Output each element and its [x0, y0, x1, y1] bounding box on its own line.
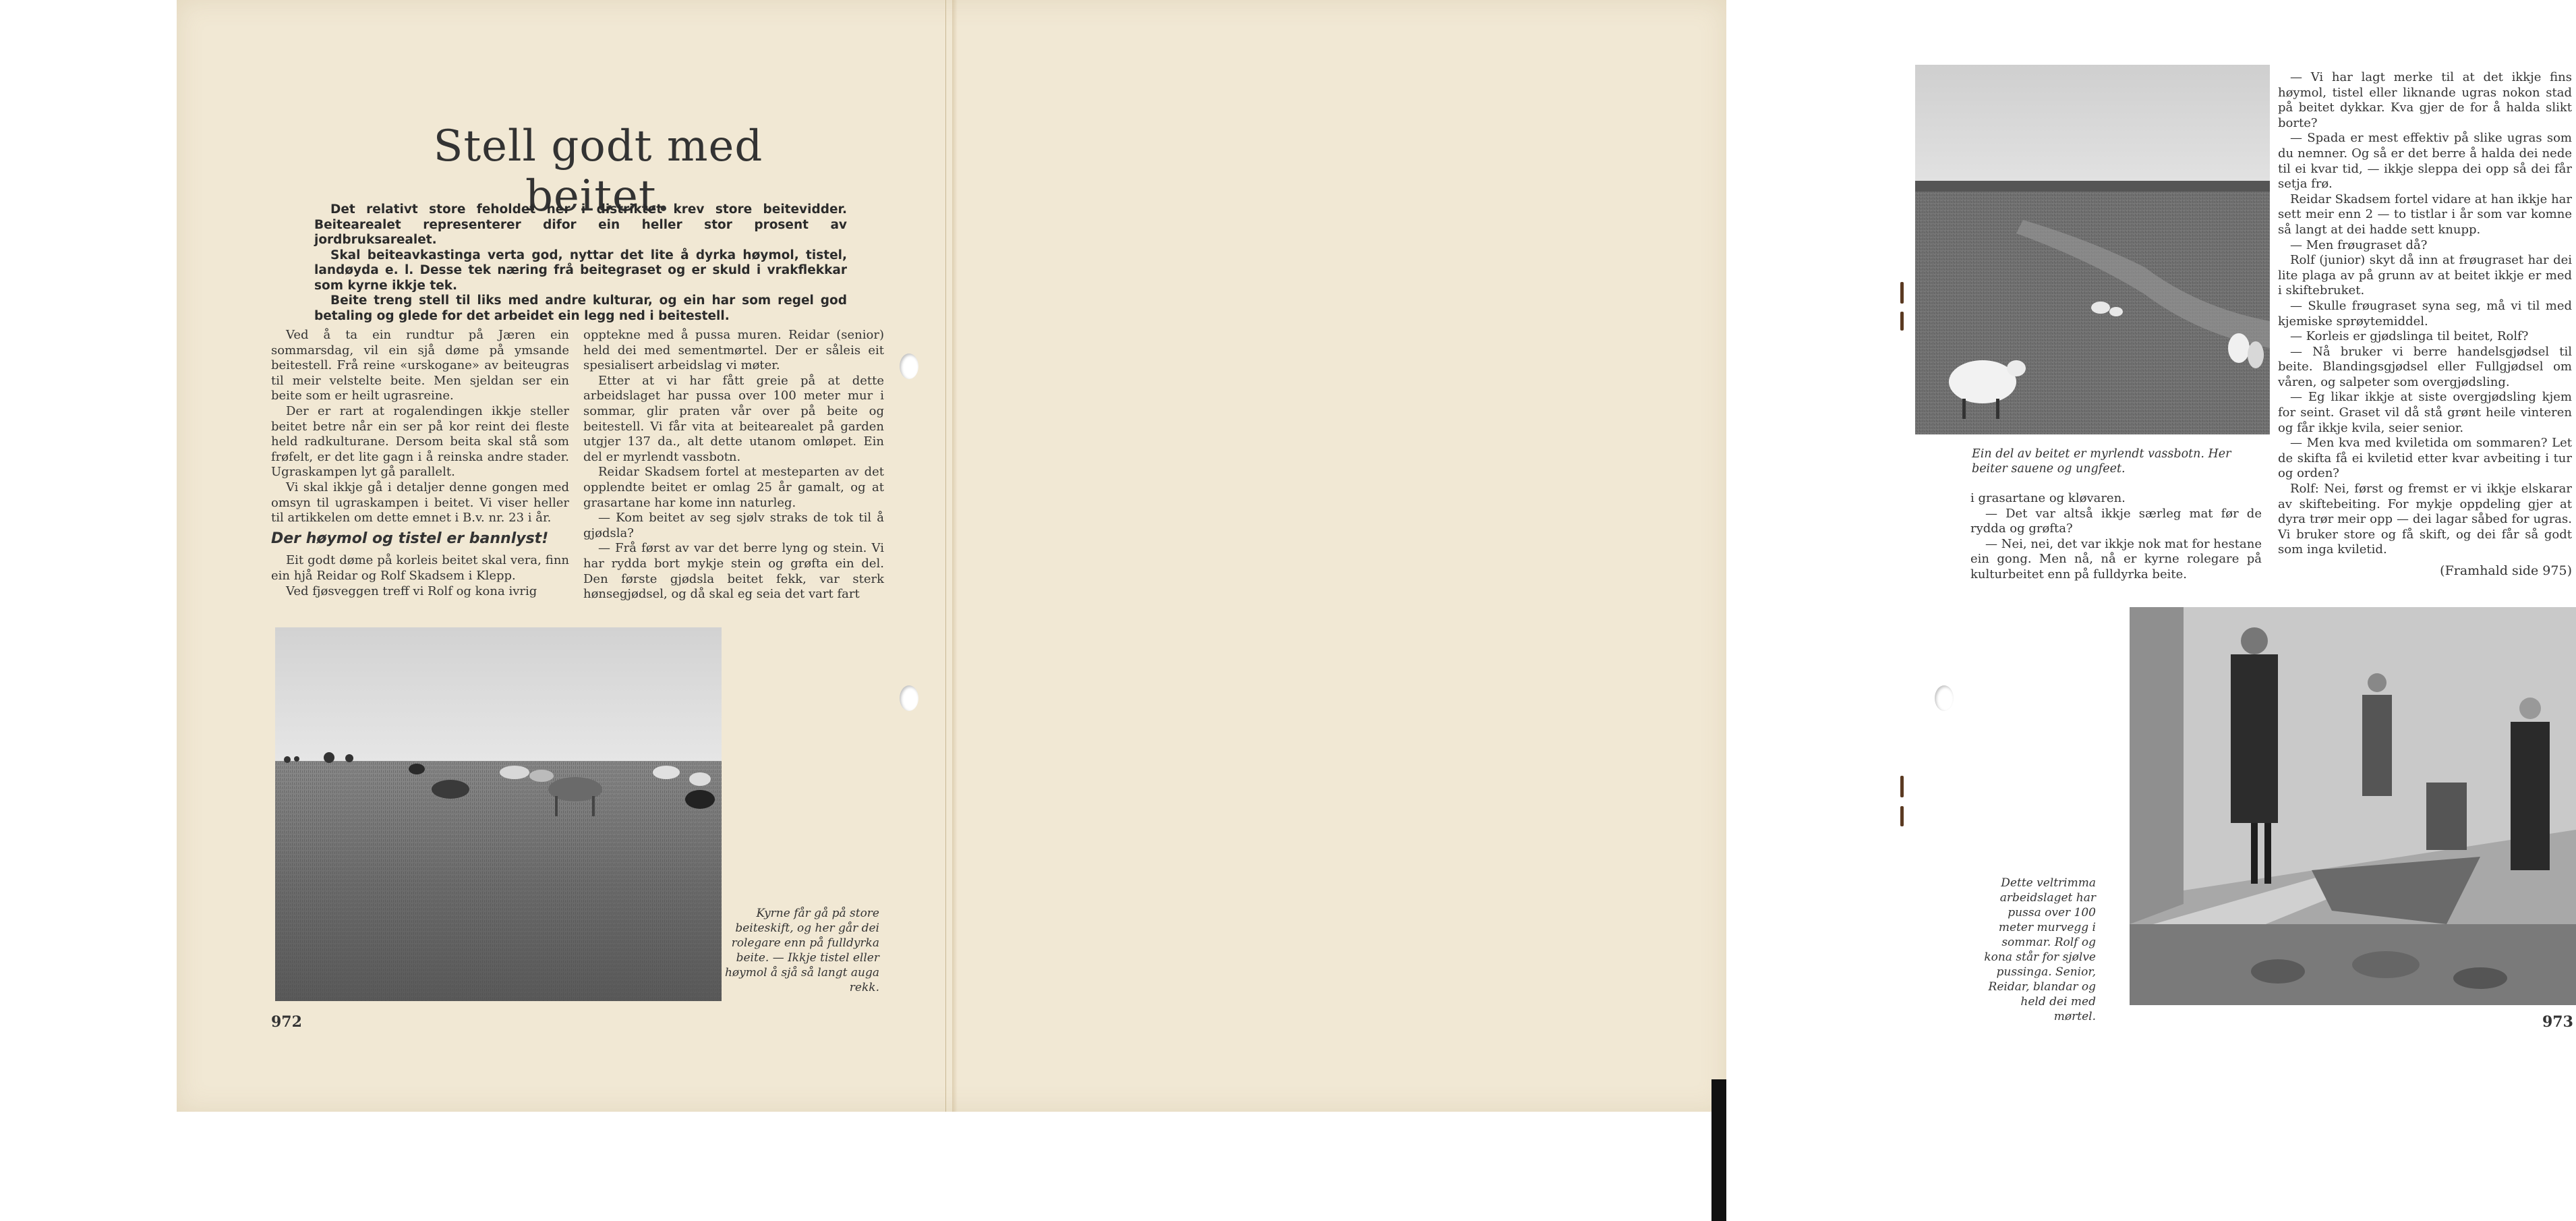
workers-photo	[2130, 607, 2576, 1005]
paragraph: Vi skal ikkje gå i detaljer denne gongen med omsyn til ugraskampen i beitet. Vi viser heller til artikkelen om dette emnet i B.v. nr. 23 i år.	[271, 480, 569, 526]
cows-photo	[275, 627, 722, 1001]
paragraph: Rolf (junior) skyt då inn at frøugraset har dei lite plaga av på grunn av at beitet ikkje er med i skiftebruket.	[2278, 253, 2572, 298]
paragraph: — Frå først av var det berre lyng og stein. Vi har rydda bort mykje stein og grøfta ein del. Den første gjødsla beitet fekk, var sterk hønsegjødsel, og då skal eg seia det vart fart	[583, 541, 884, 602]
caption-cows: Kyrne får gå på store beiteskift, og her går dei rolegare enn på fulldyrka beite. — Ikkje tistel eller høymol å sjå så langt auga rekk.	[724, 907, 879, 994]
sheep-photo	[1915, 65, 2270, 434]
subheading: Der høymol og tistel er bannlyst!	[271, 530, 549, 547]
paragraph: Etter at vi har fått greie på at dette arbeidslaget har pussa over 100 meter mur i sommar, glir praten vår over på beite og beitestell. Vi får vita at beitearealet på garden utgjer 137 da., alt dette utanom omløpet. Ein del er myrlendt vassbotn.	[583, 373, 884, 464]
punch-hole	[900, 685, 918, 711]
punch-hole	[1935, 685, 1954, 711]
caption-sheep: Ein del av beitet er myrlendt vassbotn. Her beiter sauene og ungfeet.	[1972, 447, 2231, 476]
paragraph: Reidar Skadsem fortel vidare at han ikkje har sett meir enn 2 — to tistlar i år som var komne så langt at dei hadde sett knupp.	[2278, 192, 2572, 237]
right-text-column-2	[2278, 70, 2572, 579]
paragraph: — Men frøugraset då?	[2290, 237, 2428, 252]
text-column-2	[583, 328, 884, 602]
left-page	[177, 0, 945, 1112]
paragraph: Ved fjøsveggen treff vi Rolf og kona ivrig	[286, 584, 537, 598]
lead-paragraph: Beite treng stell til liks med andre kulturar, og ein har som regel god betaling og glede for det arbeidet ein legg ned i beitestell.	[314, 293, 847, 323]
paragraph: — Men kva med kviletida om sommaren? Let de skifta få ei kviletid etter kvar avbeiting i tur og orden?	[2278, 436, 2572, 481]
staple	[1900, 282, 1904, 304]
staple	[1900, 806, 1904, 826]
paragraph: Eit godt døme på korleis beitet skal vera, finn ein hjå Reidar og Rolf Skadsem i Klepp.	[271, 553, 569, 583]
staple	[1900, 312, 1904, 331]
page-number-right: 973	[2542, 1013, 2573, 1031]
text-column-1	[271, 328, 569, 599]
paragraph: — Skulle frøugraset syna seg, må vi til med kjemiske sprøytemiddel.	[2278, 298, 2572, 329]
article-title: Stell godt med beitet.	[433, 121, 763, 221]
paragraph: — Eg likar ikkje at siste overgjødsling kjem for seint. Graset vil då stå grønt heile vinteren og får ikkje kvila, seier senior.	[2278, 390, 2572, 435]
lead-paragraph: Skal beiteavkastinga verta god, nyttar det lite å dyrka høymol, tistel, landøyda e. l. Desse tek næring frå beitegraset og er skuld i vrakflekkar som kyrne ikkje tek.	[314, 248, 847, 293]
right-page	[952, 0, 2573, 1112]
lead-paragraph: Det relativt store feholdet her i distriktet krev store beitevidder. Beitearealet representerer difor ein heller stor prosent av jordbruksarealet.	[314, 202, 847, 247]
paragraph: — Det var altså ikkje særleg mat før de rydda og grøfta?	[1970, 506, 2262, 536]
paragraph: — Vi har lagt merke til at det ikkje fins høymol, tistel eller liknande ugras nokon stad på beitet dykkar. Kva gjer de for å halda slikt borte?	[2278, 70, 2572, 130]
right-text-column-1	[1970, 491, 2262, 583]
page-number-left: 972	[271, 1013, 302, 1031]
spine-line	[945, 0, 946, 1112]
paragraph: Reidar Skadsem fortel at mesteparten av det opplendte beitet er omlag 25 år gamalt, og at grasartane har kome inn naturleg.	[583, 465, 884, 510]
continued-note: (Framhald side 975)	[2440, 563, 2572, 578]
paragraph: — Spada er mest effektiv på slike ugras som du nemner. Og så er det berre å halda dei nede til ei kvar tid, — ikkje sleppa dei opp så dei får setja frø.	[2278, 131, 2572, 192]
paragraph: Der er rart at rogalendingen ikkje steller beitet betre når ein ser på kor reint dei fleste held radkulturane. Dersom beita skal stå som frøfelt, er det lite gagn i å reinska andre stader. Ugraskampen lyt gå parallelt.	[271, 403, 569, 480]
caption-workers: Dette veltrimma arbeidslaget har pussa over 100 meter murvegg i sommar. Rolf og kona står for sjølve pussinga. Senior, Reidar, blandar og held dei med mørtel.	[1984, 876, 2096, 1023]
article-lead	[314, 202, 847, 324]
paragraph: i grasartane og kløvaren.	[1970, 491, 2126, 505]
paragraph: Rolf: Nei, først og fremst er vi ikkje elskarar av skiftebeiting. For mykje oppdeling gjer at dyra trør meir opp — dei lagar såbed for ugras. Vi bruker store og få skift, og dei får så godt som inga kviletid.	[2278, 482, 2572, 557]
paragraph: Ved å ta ein rundtur på Jæren ein sommarsdag, vil ein sjå døme på ymsande beitestell. Frå reine «urskogane» av beiteugras til meir velstelte beite. Men sjeldan ser ein beite som er heilt ugrasreine.	[271, 328, 569, 403]
paragraph: — Kom beitet av seg sjølv straks de tok til å gjødsla?	[583, 511, 884, 540]
punch-hole	[900, 353, 918, 379]
paragraph: — Nå bruker vi berre handelsgjødsel til beite. Blandingsgjødsel eller Fullgjødsel om våren, og salpeter som overgjødsling.	[2278, 344, 2572, 389]
paragraph: — Nei, nei, det var ikkje nok mat for hestane ein gong. Men nå, nå er kyrne rolegare på kulturbeitet enn på fulldyrka beite.	[1970, 536, 2262, 581]
paragraph: opptekne med å pussa muren. Reidar (senior) held dei med sementmørtel. Der er såleis eit spesialisert arbeidslag vi møter.	[583, 328, 884, 373]
staple	[1900, 776, 1904, 797]
paragraph: — Korleis er gjødslinga til beitet, Rolf?	[2290, 329, 2529, 344]
